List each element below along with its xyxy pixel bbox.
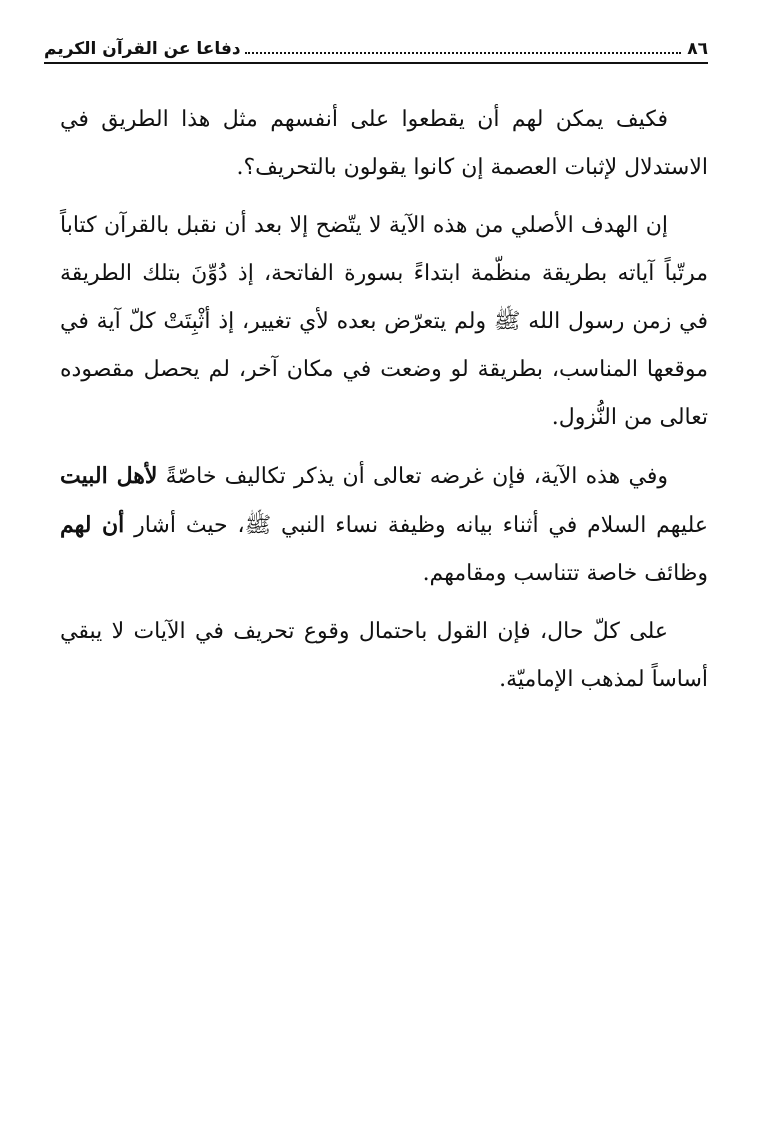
- paragraph-3-text-after: وظائف خاصة تتناسب ومقامهم.: [422, 561, 708, 586]
- page-body: [60, 96, 708, 714]
- lahum-emphasis: أن لهم: [60, 512, 125, 538]
- paragraph-1: فكيف يمكن لهم أن يقطعوا على أنفسهم مثل هذا الطريق في الاستدلال لإثبات العصمة إن كانوا يقولون بالتحريف؟.: [60, 107, 708, 180]
- paragraph-2: إن الهدف الأصلي من هذه الآية لا يتّضح إلا بعد أن نقبل بالقرآن كتاباً مرتّباً آياته بطريقة منظّمة ابتداءً بسورة الفاتحة، إذ دُوِّنَ بتلك الطريقة في زمن رسول الله ﷺ ولم يتعرّض بعده لأي تغيير، إذ أثْبِتَتْ كلّ آية في موقعها المناسب، بطريقة لو وضعت في مكان آخر، لم يحصل مقصوده تعالى من النُّزول.: [60, 213, 708, 430]
- ahl-al-bayt-emphasis: لأهل البيت: [60, 463, 158, 489]
- paragraph-3-text-middle: عليهم السلام في أثناء بيانه وظيفة نساء النبي ﷺ، حيث أشار: [134, 513, 708, 538]
- header-dotted-leader: [245, 52, 682, 54]
- page-number: ٨٦: [687, 39, 708, 59]
- paragraph-4: على كلّ حال، فإن القول باحتمال وقوع تحريف في الآيات لا يبقي أساساً لمذهب الإماميّة.: [60, 619, 708, 692]
- page-header: [44, 32, 708, 64]
- running-title: دفاعا عن القرآن الكريم: [44, 39, 241, 59]
- paragraph-3-text-before: وفي هذه الآية، فإن غرضه تعالى أن يذكر تكاليف خاصّةً: [165, 464, 668, 489]
- paragraph-3: [60, 452, 708, 598]
